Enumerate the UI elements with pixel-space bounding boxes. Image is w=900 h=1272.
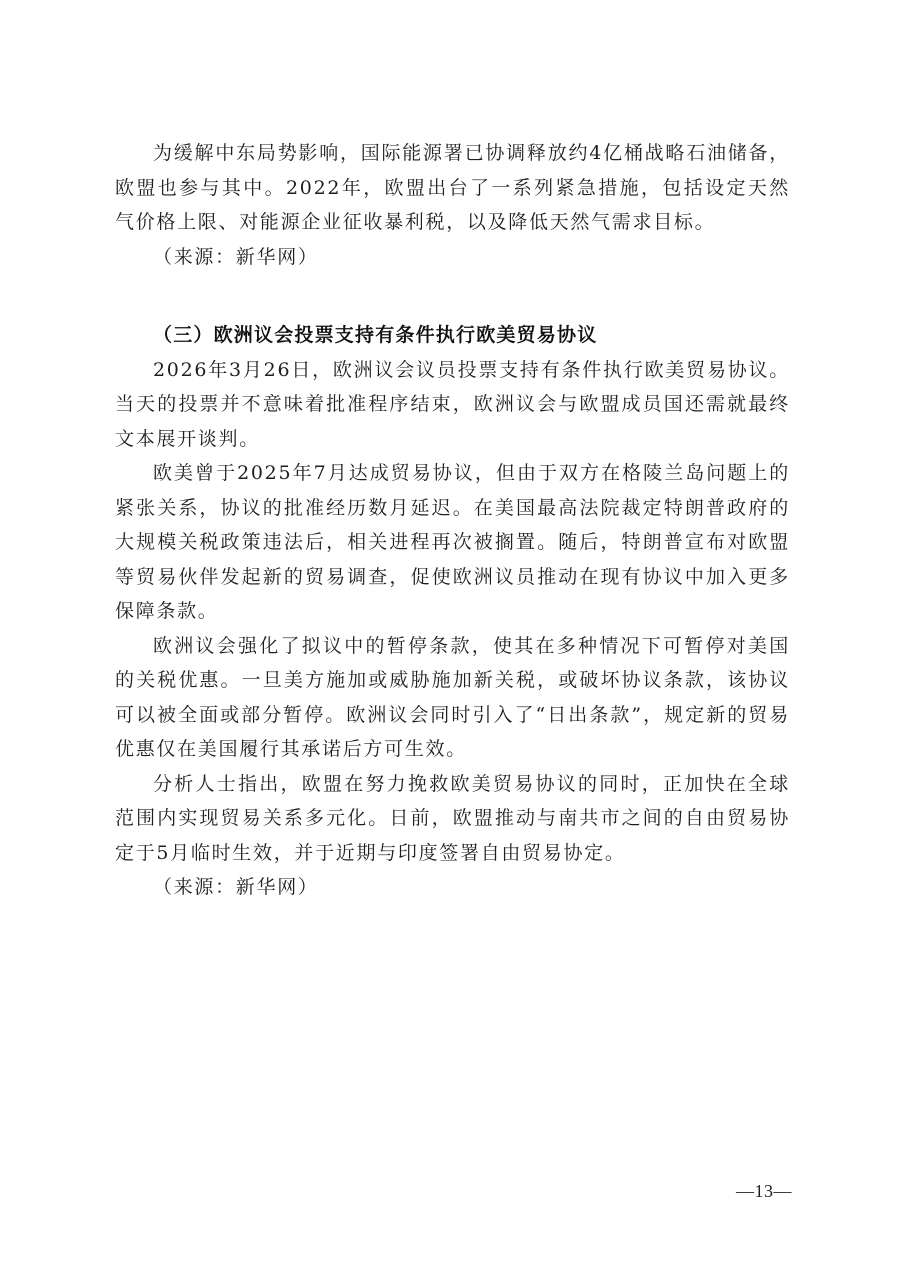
section-spacer <box>115 274 790 318</box>
body-paragraph-4: 分析人士指出，欧盟在努力挽救欧美贸易协议的同时，正加快在全球范围内实现贸易关系多元化。日前，欧盟推动与南共市之间的自由贸易协定于5月临时生效，并于近期与印度签署自由贸易协定。 <box>115 772 790 864</box>
source-note-1: （来源：新华网） <box>153 245 319 268</box>
source-note-2: （来源：新华网） <box>153 876 319 898</box>
section-heading: （三）欧洲议会投票支持有条件执行欧美贸易协议 <box>153 324 598 346</box>
body-paragraph-3: 欧洲议会强化了拟议中的暂停条款，使其在多种情况下可暂停对美国的关税优惠。一旦美方施加或威胁施加新关税，或破坏协议条款，该协议可以被全面或部分暂停。欧洲议会同时引入了“日出条款”，规定新的贸易优惠仅在美国履行其承诺后方可生效。 <box>115 634 790 760</box>
page-number: —13— <box>736 1181 792 1201</box>
body-paragraph-1: 2026年3月26日，欧洲议会议员投票支持有条件执行欧美贸易协议。当天的投票并不意味着批准程序结束，欧洲议会与欧盟成员国还需就最终文本展开谈判。 <box>115 358 790 450</box>
document-body <box>115 136 790 905</box>
body-paragraph-2: 欧美曾于2025年7月达成贸易协议，但由于双方在格陵兰岛问题上的紧张关系，协议的批准经历数月延迟。在美国最高法院裁定特朗普政府的大规模关税政策违法后，相关进程再次被搁置。随后，特朗普宣布对欧盟等贸易伙伴发起新的贸易调查，促使欧洲议员推动在现有协议中加入更多保障条款。 <box>115 462 790 622</box>
energy-paragraph: 为缓解中东局势影响，国际能源署已协调释放约4亿桶战略石油储备，欧盟也参与其中。2022年，欧盟出台了一系列紧急措施，包括设定天然气价格上限、对能源企业征收暴利税，以及降低天然气需求目标。 <box>115 142 790 233</box>
